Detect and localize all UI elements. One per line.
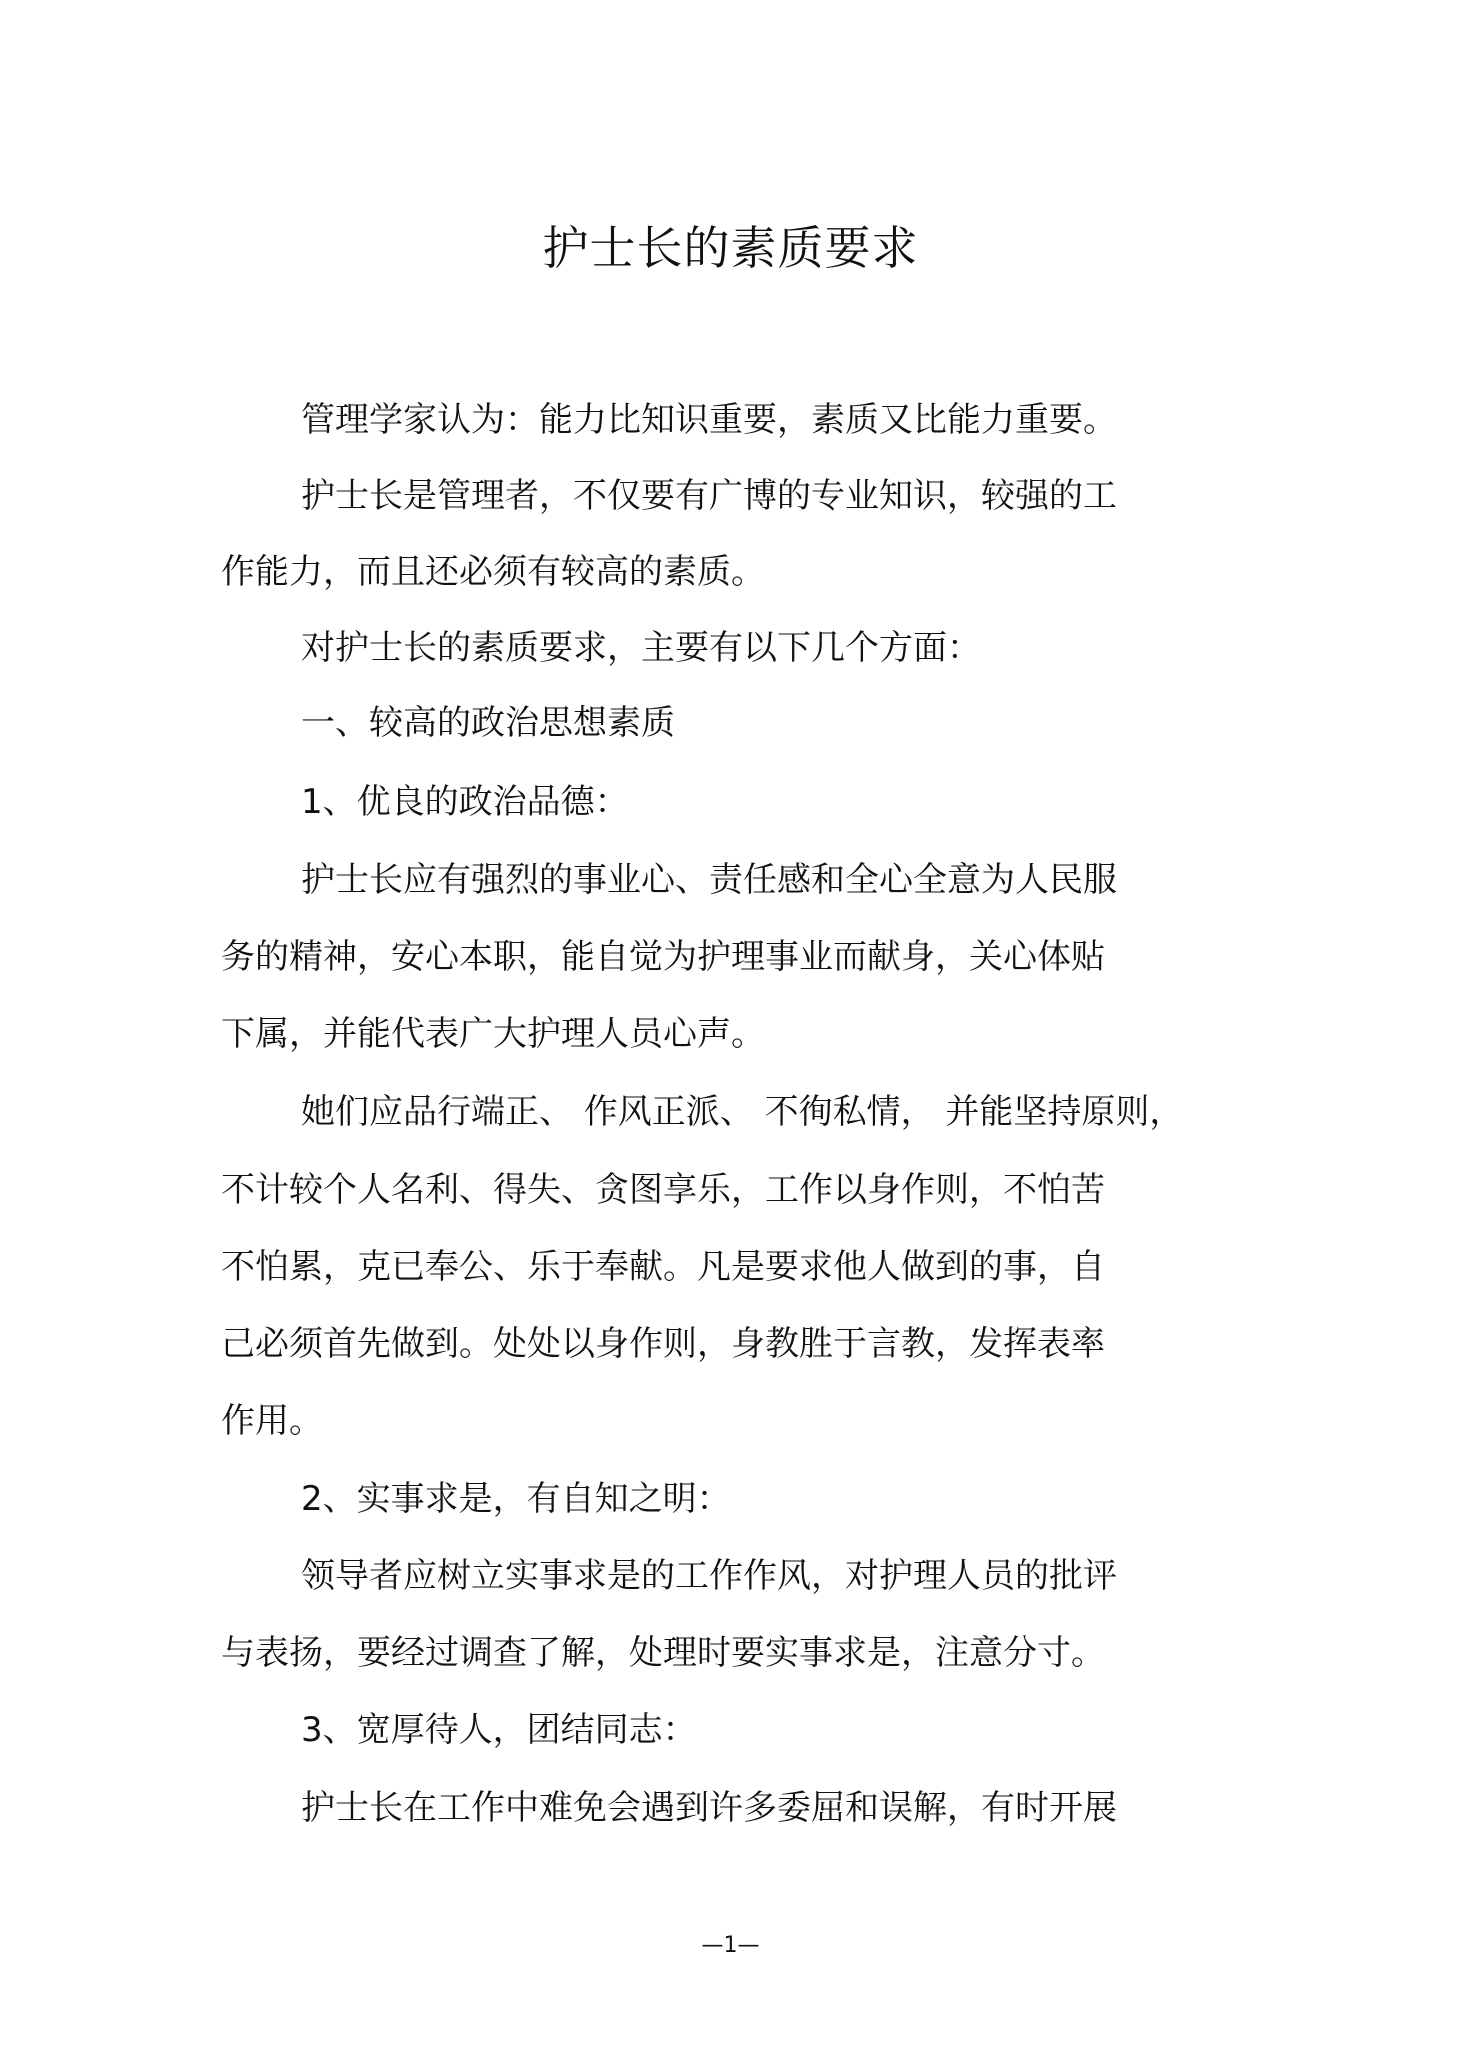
section-heading: 一、较高的政治思想素质 [301, 703, 675, 743]
subsection-heading: 2、实事求是，有自知之明： [301, 1479, 731, 1519]
paragraph-line: 护士长在工作中难免会遇到许多委屈和误解，有时开展 [301, 1788, 1117, 1828]
paragraph-line: 务的精神，安心本职，能自觉为护理事业而献身，关心体贴 [221, 937, 1105, 977]
paragraph-line: 她们应品行端正、 作风正派、 不徇私情， 并能坚持原则， [301, 1092, 1184, 1132]
paragraph-line: 作用。 [221, 1401, 323, 1441]
paragraph-line: 对护士长的素质要求，主要有以下几个方面： [301, 628, 981, 668]
subsection-heading: 3、宽厚待人，团结同志： [301, 1710, 697, 1750]
paragraph-line: 与表扬，要经过调查了解，处理时要实事求是，注意分寸。 [221, 1633, 1105, 1673]
paragraph-line: 领导者应树立实事求是的工作作风，对护理人员的批评 [301, 1556, 1117, 1596]
paragraph-line: 不怕累，克已奉公、乐于奉献。凡是要求他人做到的事，自 [221, 1247, 1105, 1287]
page-number: —1— [701, 1933, 760, 1958]
paragraph-line: 护士长应有强烈的事业心、责任感和全心全意为人民服 [301, 860, 1117, 900]
paragraph-line: 护士长是管理者，不仅要有广博的专业知识，较强的工 [301, 476, 1117, 516]
paragraph-line: 己必须首先做到。处处以身作则，身教胜于言教，发挥表率 [221, 1324, 1105, 1364]
paragraph-line: 下属，并能代表广大护理人员心声。 [221, 1014, 765, 1054]
paragraph-line: 作能力，而且还必须有较高的素质。 [221, 552, 765, 592]
subsection-heading: 1、优良的政治品德： [301, 782, 629, 822]
document-title: 护士长的素质要求 [542, 221, 919, 275]
paragraph-line: 管理学家认为：能力比知识重要，素质又比能力重要。 [301, 400, 1117, 440]
paragraph-line: 不计较个人名利、得失、贪图享乐，工作以身作则，不怕苦 [221, 1170, 1105, 1210]
